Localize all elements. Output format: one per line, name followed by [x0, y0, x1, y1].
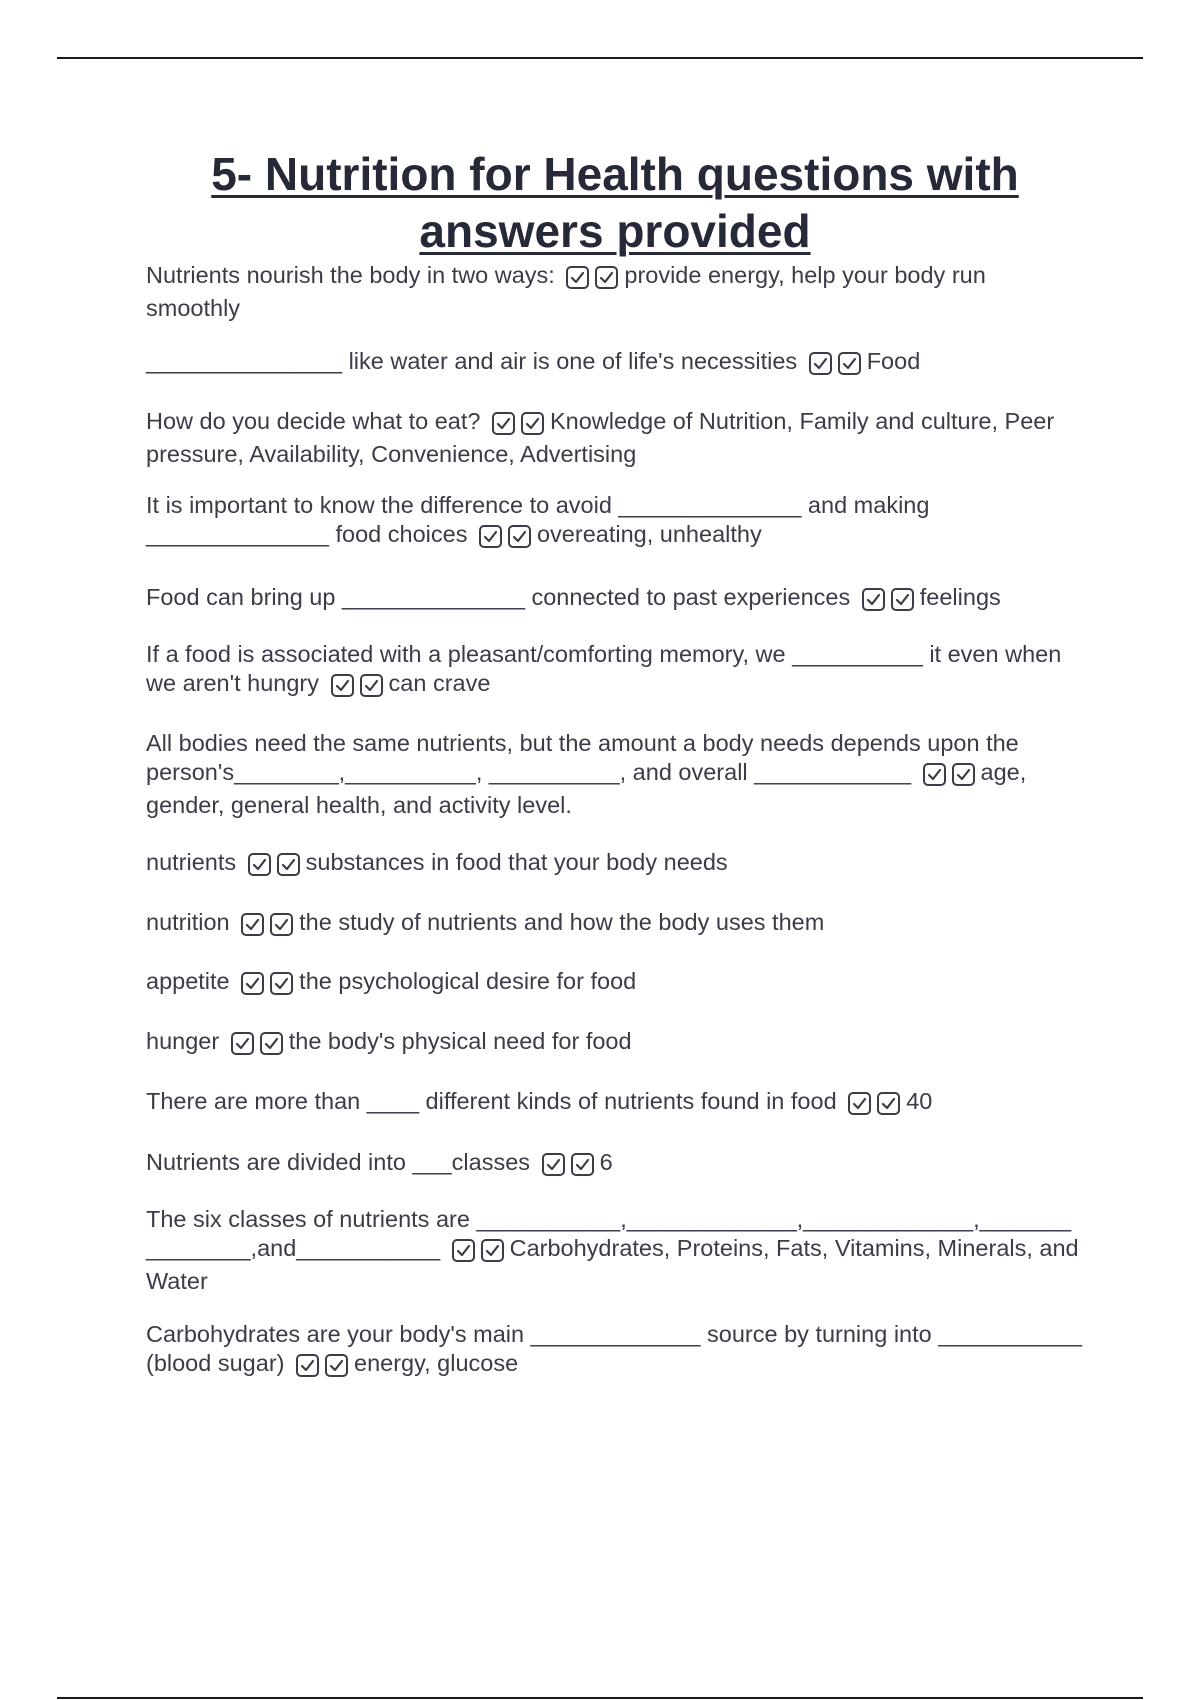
- qa-item-12: [146, 1087, 1084, 1120]
- checkbox-checked-icon: [520, 411, 545, 436]
- answer-text: the body's physical need for food: [288, 1028, 632, 1054]
- check-pair: [240, 971, 298, 1000]
- qa-item-3: [146, 407, 1084, 469]
- checkbox-checked-icon: [480, 1238, 505, 1263]
- check-pair: [330, 673, 388, 702]
- checkbox-checked-icon: [876, 1091, 901, 1116]
- answer-text: the study of nutrients and how the body uses them: [299, 909, 825, 935]
- checkbox-checked-icon: [837, 351, 862, 376]
- answer-text: Knowledge of Nutrition, Family and culture, Peer pressure, Availability, Convenience, Advertising: [146, 408, 1055, 467]
- checkbox-checked-icon: [478, 524, 503, 549]
- question-text: appetite: [146, 968, 230, 994]
- question-text: If a food is associated with a pleasant/comforting memory, we __________ it even when we aren't hungry: [146, 641, 1062, 696]
- checkbox-checked-icon: [269, 912, 294, 937]
- check-pair: [295, 1353, 353, 1382]
- answer-text: the psychological desire for food: [299, 968, 637, 994]
- qa-item-14: [146, 1205, 1084, 1296]
- check-pair: [491, 411, 549, 440]
- checkbox-checked-icon: [247, 852, 272, 877]
- check-pair: [478, 524, 536, 553]
- check-pair: [808, 351, 866, 380]
- qa-item-5: [146, 583, 1084, 616]
- qa-item-10: [146, 967, 1084, 1000]
- qa-item-8: [146, 848, 1084, 881]
- question-text: Carbohydrates are your body's main _____________ source by turning into ___________ (blood sugar): [146, 1321, 1083, 1376]
- checkbox-checked-icon: [259, 1031, 284, 1056]
- top-rule: [57, 57, 1143, 59]
- checkbox-checked-icon: [951, 762, 976, 787]
- checkbox-checked-icon: [507, 524, 532, 549]
- question-text: nutrients: [146, 849, 237, 875]
- check-pair: [565, 265, 623, 294]
- checkbox-checked-icon: [330, 673, 355, 698]
- answer-text: substances in food that your body needs: [305, 849, 728, 875]
- check-pair: [861, 587, 919, 616]
- checkbox-checked-icon: [295, 1353, 320, 1378]
- question-text: The six classes of nutrients are ___________,_____________,_____________,_______________,and___________: [146, 1206, 1072, 1261]
- checkbox-checked-icon: [230, 1031, 255, 1056]
- question-text: hunger: [146, 1028, 220, 1054]
- checkbox-checked-icon: [269, 971, 294, 996]
- check-pair: [247, 852, 305, 881]
- check-pair: [451, 1238, 509, 1267]
- checkbox-checked-icon: [565, 265, 590, 290]
- check-pair: [541, 1152, 599, 1181]
- answer-text: Food: [866, 348, 921, 374]
- answer-text: can crave: [388, 670, 491, 696]
- question-text: All bodies need the same nutrients, but the amount a body needs depends upon the person's________,__________, __________, and overall ____________: [146, 730, 1019, 785]
- question-text: nutrition: [146, 909, 230, 935]
- qa-item-1: [146, 261, 1084, 323]
- question-text: Nutrients nourish the body in two ways:: [146, 262, 555, 288]
- qa-item-7: [146, 729, 1084, 820]
- qa-item-9: [146, 908, 1084, 941]
- answer-text: feelings: [919, 584, 1001, 610]
- answer-text: age, gender, general health, and activity level.: [146, 759, 1027, 818]
- checkbox-checked-icon: [570, 1152, 595, 1177]
- answer-text: provide energy, help your body run smoothly: [146, 262, 986, 321]
- checkbox-checked-icon: [359, 673, 384, 698]
- question-text: Food can bring up ______________ connected to past experiences: [146, 584, 851, 610]
- check-pair: [847, 1091, 905, 1120]
- answer-text: energy, glucose: [354, 1350, 519, 1376]
- checkbox-checked-icon: [324, 1353, 349, 1378]
- qa-item-15: [146, 1320, 1084, 1382]
- checkbox-checked-icon: [240, 971, 265, 996]
- checkbox-checked-icon: [276, 852, 301, 877]
- checkbox-checked-icon: [451, 1238, 476, 1263]
- checkbox-checked-icon: [240, 912, 265, 937]
- checkbox-checked-icon: [922, 762, 947, 787]
- qa-item-6: [146, 640, 1084, 702]
- checkbox-checked-icon: [541, 1152, 566, 1177]
- checkbox-checked-icon: [808, 351, 833, 376]
- bottom-rule: [57, 1697, 1143, 1699]
- page-title: 5- Nutrition for Health questions with answers provided: [211, 148, 1019, 257]
- check-pair: [922, 762, 980, 791]
- checkbox-checked-icon: [594, 265, 619, 290]
- check-pair: [230, 1031, 288, 1060]
- checkbox-checked-icon: [847, 1091, 872, 1116]
- qa-item-11: [146, 1027, 1084, 1060]
- question-text: How do you decide what to eat?: [146, 408, 481, 434]
- answer-text: 40: [906, 1088, 933, 1114]
- qa-item-13: [146, 1148, 1084, 1181]
- check-pair: [240, 912, 298, 941]
- checkbox-checked-icon: [861, 587, 886, 612]
- question-text: There are more than ____ different kinds of nutrients found in food: [146, 1088, 837, 1114]
- question-text: Nutrients are divided into ___classes: [146, 1149, 531, 1175]
- checkbox-checked-icon: [491, 411, 516, 436]
- answer-text: overeating, unhealthy: [536, 521, 762, 547]
- question-text: It is important to know the difference to avoid ______________ and making ______________ food choices: [146, 492, 930, 547]
- answer-text: 6: [599, 1149, 613, 1175]
- question-text: _______________ like water and air is one of life's necessities: [146, 348, 798, 374]
- qa-item-2: [146, 347, 1084, 380]
- checkbox-checked-icon: [890, 587, 915, 612]
- qa-item-4: [146, 491, 1084, 553]
- answer-text: Carbohydrates, Proteins, Fats, Vitamins, Minerals, and Water: [146, 1235, 1079, 1294]
